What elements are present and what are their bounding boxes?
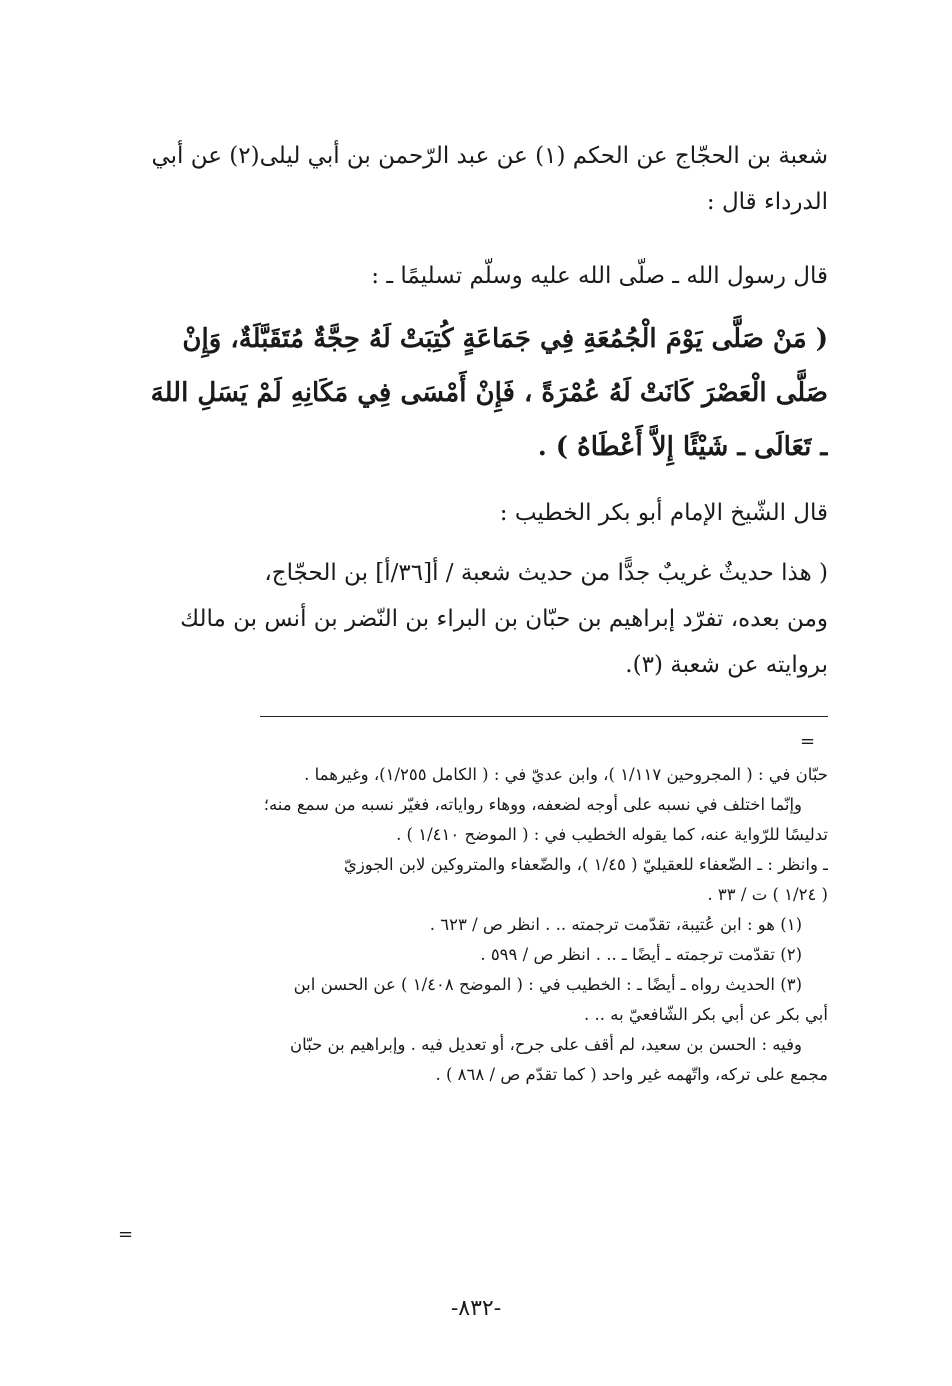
footnote-line: تدليسًا للرّواية عنه، كما يقوله الخطيب في : ( الموضح ١/٤١٠ ) . [396, 825, 828, 844]
footnote-2: (٢) تقدّمت ترجمته ـ أيضًا ـ .. . انظر ص / ٥٩٩ . [480, 945, 802, 964]
footnote-line: ـ وانظر : ـ الضّعفاء للعقيليّ ( ١/٤٥ )، والضّعفاء والمتروكين لابن الجوزيّ [343, 855, 828, 874]
text-line: ومن بعده، تفرّد إبراهيم بن حبّان بن البراء بن النّضر بن أنس بن مالك [180, 606, 828, 632]
hadith-line: صَلَّى الْعَصْرَ كَانَتْ لَهُ عُمْرَةً ، فَإِنْ أَمْسَى فِي مَكَانِهِ لَمْ يَسَلِ اللهَ [150, 378, 828, 408]
text-line: ( هذا حديثٌ غريبٌ جدًّا من حديث شعبة / أ[٣٦/أ] بن الحجّاج، [264, 560, 828, 586]
footnotes [108, 760, 828, 1090]
footnote-3: (٣) الحديث رواه ـ أيضًا ـ : الخطيب في : ( الموضح ١/٤٠٨ ) عن الحسن ابن [293, 975, 802, 994]
text-line: قال الشّيخ الإمام أبو بكر الخطيب : [499, 500, 828, 526]
hadith-line: ( مَنْ صَلَّى يَوْمَ الْجُمُعَةِ فِي جَمَاعَةٍ كُتِبَتْ لَهُ حِجَّةٌ مُتَقَبَّلَةٌ، وَإِنْ [182, 324, 828, 354]
text-line: الدرداء قال : [706, 189, 828, 215]
text-line: قال رسول الله ـ صلّى الله عليه وسلّم تسليمًا ـ : [371, 263, 828, 289]
footnote-line: وفيه : الحسن بن سعيد، لم أقف على جرح، أو تعديل فيه . وإبراهيم بن حبّان [289, 1035, 802, 1054]
hadith-text [108, 312, 828, 474]
footnote-separator [260, 716, 828, 717]
footnote-line: ( ١/٢٤ ) ت / ٣٣ . [707, 885, 828, 904]
footnote-continuation-marker: = [800, 731, 816, 752]
paragraph-khatib-said [108, 490, 854, 536]
paragraph-prophet-said [108, 253, 854, 299]
footnote-1: (١) هو : ابن عُتيبة، تقدّمت ترجمته .. . انظر ص / ٦٢٣ . [429, 915, 802, 934]
page-number: -٨٣٢- [450, 1296, 502, 1321]
footnote-line: مجمع على تركه، واتّهمه غير واحد ( كما تقدّم ص / ٨٦٨ ) . [435, 1065, 828, 1084]
footnote-end-marker: = [118, 1224, 134, 1245]
hadith-line: ـ تَعَالَى ـ شَيْئًا إِلاَّ أَعْطَاهُ ) . [537, 432, 828, 462]
footnote-line: وإنّما اختلف في نسبه على أوجه لضعفه، ووهاء رواياته، فغيّر نسبه من سمع منه؛ [263, 795, 802, 814]
footnote-line: حبّان في : ( المجروحين ١/١١٧ )، وابن عديّ في : ( الكامل ١/٢٥٥)، وغيرهما . [304, 765, 828, 784]
text-line: بروايته عن شعبة (٣). [625, 652, 828, 678]
paragraph-commentary [108, 550, 828, 688]
text-line: شعبة بن الحجّاج عن الحكم (١) عن عبد الرّحمن بن أبي ليلى(٢) عن أبي [151, 143, 828, 169]
paragraph-isnad [108, 133, 828, 225]
footnote-line: أبي بكر عن أبي بكر الشّافعيّ به .. . [584, 1005, 828, 1024]
